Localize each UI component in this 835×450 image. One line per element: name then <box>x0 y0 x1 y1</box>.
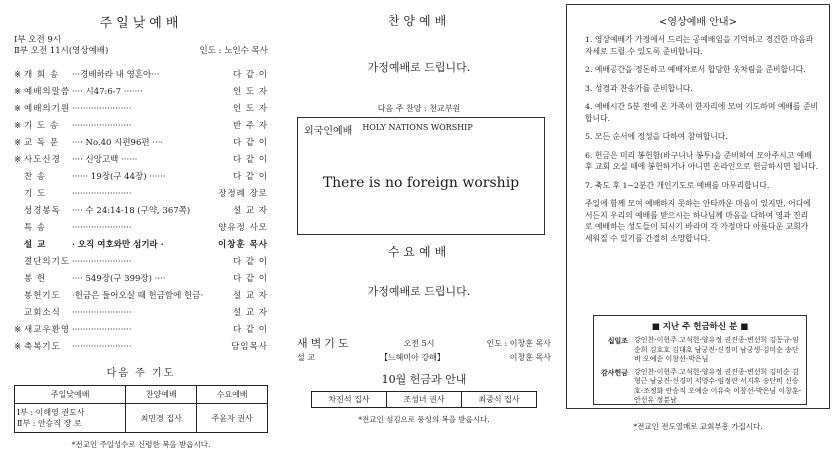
left-footnote: *전교인 주일성수로 신령한 복을 받읍시다. <box>71 440 211 449</box>
order-leader: 다 같 이 <box>232 70 268 80</box>
praise-service-title: 찬양예배 <box>387 14 451 28</box>
order-leader: 반 주 자 <box>232 121 268 131</box>
order-name: 봉헌기도 <box>24 291 61 301</box>
order-item <box>14 254 268 271</box>
foreign-worship-name: 외국인예배 <box>304 126 353 137</box>
order-content: ···· 시47:6-7 ······· <box>72 87 143 97</box>
next-week-prayer-title: 다음 주 기도 <box>106 368 176 379</box>
dawn-prayer-time: 오전 5시 <box>403 339 435 348</box>
order-content: ·헌금은 들어오실 때 헌금함에 헌금· <box>72 291 204 301</box>
order-leader: 설 교 자 <box>232 308 268 318</box>
order-content: ······················ <box>72 308 132 318</box>
order-name: 특 송 <box>24 223 47 233</box>
dawn-sermon-label: 설 교 <box>297 353 315 362</box>
order-leader: 인 도 자 <box>232 104 268 114</box>
praise-service-column <box>283 0 555 435</box>
order-leader: 양유정 사모 <box>218 223 268 233</box>
wednesday-service-title: 수요예배 <box>387 245 451 259</box>
order-mark <box>14 220 24 237</box>
donor-names: 강인찬-이현주 고석헌-양유정 권진종-변선희 김미순 김형근 남궁진-신경미 서영수-임정란 서지후 송단비 신승호-조정화 안승직 오예순 이유숙 이창선-박은님 이창훈-안선유 정분남 <box>634 367 801 404</box>
order-item <box>14 237 268 254</box>
video-worship-guide-column <box>566 0 830 435</box>
order-name: 봉 헌 <box>24 274 47 284</box>
prayer-value-sunday: Ⅰ부 : 이해영 권도사 Ⅱ부 : 안승직 장 로 <box>15 404 126 433</box>
order-content: ······················ <box>72 189 132 199</box>
order-leader: 다 같 이 <box>232 138 268 148</box>
dawn-sermon-title: 【느헤미아 강해】 <box>379 353 445 362</box>
order-item <box>14 305 268 322</box>
order-mark <box>14 254 24 271</box>
order-name: 예배의말씀 <box>24 87 71 97</box>
donor-label: 십일조 <box>607 336 628 345</box>
wednesday-service-text: 가정예배로 드립니다. <box>367 285 471 298</box>
order-mark <box>14 305 24 322</box>
order-name: 설 교 <box>24 240 47 250</box>
order-item <box>14 339 268 356</box>
order-item <box>14 118 268 135</box>
sunday-service-column <box>0 0 278 449</box>
dawn-sermon-preacher: 이창훈 목사 <box>509 353 551 362</box>
order-name: 찬 송 <box>24 172 47 182</box>
guide-item: 5. 모든 순서에 정성을 다하여 참여합니다. <box>585 132 728 141</box>
order-item <box>14 288 268 305</box>
order-mark: ※ <box>14 70 22 80</box>
guide-item: 1. 영상예배가 가정에서 드리는 공예배임을 기억하고 경건한 마음과 자세로 드릴 수 있도록 준비합니다. <box>585 35 814 56</box>
order-item <box>14 169 268 186</box>
order-name: 축복기도 <box>24 342 61 352</box>
order-name: 예배의기원 <box>24 104 71 114</box>
service-second-time: Ⅱ부 오전 11시(영상예배) <box>14 46 109 56</box>
order-name: 기 도 <box>24 189 47 199</box>
offering-cell: 차진석 집사 <box>312 392 387 408</box>
guide-closing-text: 주일에 함께 모여 예배하지 못하는 안타까운 마음이 있지만, 어디에서든지 우리의 예배를 받으시는 하나님께 마음을 다하여 영과 진리로 예배하는 성도들이 되시기 바라며 각 가정마다 아름다운 교회가 세워질 수 있기를 간절히 소망합니다. <box>585 199 811 243</box>
prayer-header-wednesday: 수요예배 <box>197 386 268 404</box>
dawn-prayer-section <box>297 337 551 425</box>
order-leader: 장정례 장로 <box>218 189 268 199</box>
foreign-worship-english: HOLY NATIONS WORSHIP <box>362 123 473 132</box>
order-content: ···· 신앙고백 ······ <box>72 155 138 165</box>
order-name: 성경봉독 <box>24 206 61 216</box>
order-leader: 이창훈 목사 <box>217 240 268 250</box>
guide-list <box>567 28 829 191</box>
order-content: · 오직 여호와만 섬기라 · <box>72 240 164 250</box>
order-item <box>14 135 268 152</box>
praise-service-text: 가정예배로 드립니다. <box>367 61 471 74</box>
prayer-value-wednesday: 주윤자 권사 <box>197 404 268 433</box>
order-mark: ※ <box>14 138 22 148</box>
service-first-time: Ⅰ부 오전 9시 <box>14 35 62 45</box>
order-content: ······ 19장(구 44장) ······ <box>72 172 166 182</box>
offering-table <box>311 391 537 408</box>
next-praise-leader: 다음 주 찬양 : 천교부원 <box>377 104 461 113</box>
order-content: ···· 수 24:14-18 (구약, 367쪽) <box>72 206 191 216</box>
order-mark: ※ <box>14 342 22 352</box>
order-mark <box>14 288 24 305</box>
order-leader: 인 도 자 <box>232 87 268 97</box>
order-name: 새교우환영 <box>24 325 71 335</box>
prayer-header-praise: 찬양예배 <box>126 386 197 404</box>
guide-box <box>566 4 830 409</box>
offering-cell: 최중식 집사 <box>462 392 537 408</box>
order-mark <box>14 271 24 288</box>
order-content: ······················ <box>72 121 132 131</box>
donor-row <box>598 368 802 406</box>
order-mark: ※ <box>14 121 22 131</box>
offering-cell: 조성녀 권사 <box>387 392 462 408</box>
donor-title: ■ 지난 주 헌금하신 분 ■ <box>651 322 749 332</box>
order-leader: 다 같 이 <box>232 155 268 165</box>
donor-label: 감사헌금 <box>600 367 628 377</box>
order-item <box>14 220 268 237</box>
order-mark: ※ <box>14 87 22 97</box>
order-item <box>14 271 268 288</box>
order-name: 기 도 송 <box>24 121 60 131</box>
order-leader: 담임목사 <box>231 342 268 352</box>
order-content: ······················ <box>72 223 132 233</box>
order-item <box>14 203 268 220</box>
order-mark: ※ <box>14 155 22 165</box>
donor-names: 강인찬-이현주 고석헌-양유정 권진종-변선희 김동규-임순희 김호호 김대호 남궁진-신경미 남궁생-김미순 송단비 오예순 이창선-박은님 <box>634 336 799 363</box>
order-item <box>14 322 268 339</box>
guide-item: 3. 성경과 찬송가를 준비합니다. <box>585 83 693 93</box>
order-content: ···경배하라 내 영혼아··· <box>72 70 160 80</box>
guide-item: 6. 헌금은 미리 봉헌함(바구니나 봉투)을 준비하여 모아주시고 예배 후 교회 오실 때에 봉헌하거나 아니면 온라인으로 헌금하시면 됩니다. <box>585 150 819 171</box>
order-leader: 다 같 이 <box>232 325 268 335</box>
order-leader: 다 같 이 <box>232 172 268 182</box>
foreign-worship-message: There is no foreign worship <box>322 175 520 191</box>
order-content: ······················ <box>72 257 132 267</box>
foreign-worship-box <box>297 117 545 235</box>
order-content: ···· No.40 시편96편 ···· <box>72 138 164 148</box>
order-mark: ※ <box>14 325 22 335</box>
order-leader: 다 같 이 <box>232 257 268 267</box>
next-week-prayer-table <box>14 385 268 433</box>
guide-item: 2. 예배공간을 정돈하고 예배자로서 합당한 옷차림을 준비합니다. <box>585 65 806 74</box>
order-leader: 다 같 이 <box>232 274 268 284</box>
order-content: ···· 549장(구 399장) ···· <box>72 274 166 284</box>
order-mark: ※ <box>14 104 22 114</box>
order-name: 결단의기도 <box>24 257 71 267</box>
dawn-prayer-title: 새벽기도 <box>297 337 352 350</box>
dawn-prayer-leader: 인도 : 이창훈 목사 <box>486 339 551 348</box>
order-mark <box>14 169 24 186</box>
prayer-header-sunday: 주일낮예배 <box>15 386 126 404</box>
donor-box <box>593 315 807 405</box>
order-item <box>14 84 268 101</box>
offering-title: 10월 헌금과 안내 <box>381 373 467 386</box>
service-leader: 인도 : 노인수 목사 <box>199 46 268 56</box>
order-of-worship <box>14 67 268 356</box>
order-item <box>14 101 268 118</box>
middle-footnote: *전교인 섬김으로 풍성의 복을 받읍시다. <box>358 415 490 424</box>
order-item <box>14 152 268 169</box>
order-name: 사도신경 <box>24 155 61 165</box>
order-leader: 설 교 자 <box>232 291 268 301</box>
order-content: ······················ <box>72 104 132 114</box>
order-item <box>14 186 268 203</box>
donor-row <box>598 336 802 365</box>
sunday-service-title: 주일낮예배 <box>99 16 183 31</box>
guide-item: 7. 축도 후 1~2분간 개인기도로 예배를 마무리합니다. <box>585 180 770 190</box>
prayer-value-praise: 최민경 집사 <box>126 404 197 433</box>
order-item <box>14 67 268 84</box>
order-name: 교회소식 <box>24 308 61 318</box>
order-content: ······················ <box>72 325 132 335</box>
guide-title: <영상예배 안내> <box>659 17 737 28</box>
guide-item: 4. 예배시간 5분 전에 온 가족이 한자리에 모여 기도하며 예배를 준비합니다. <box>585 102 819 123</box>
order-leader: 설 교 자 <box>232 206 268 216</box>
order-mark <box>14 186 24 203</box>
order-mark <box>14 203 24 220</box>
order-name: 개 회 송 <box>24 70 60 80</box>
order-content: ······················ <box>72 342 132 352</box>
order-name: 교 독 문 <box>24 138 60 148</box>
right-footnote: *전교인 전도열매로 교회부흥 가집시다. <box>633 422 763 431</box>
order-mark <box>14 237 24 254</box>
